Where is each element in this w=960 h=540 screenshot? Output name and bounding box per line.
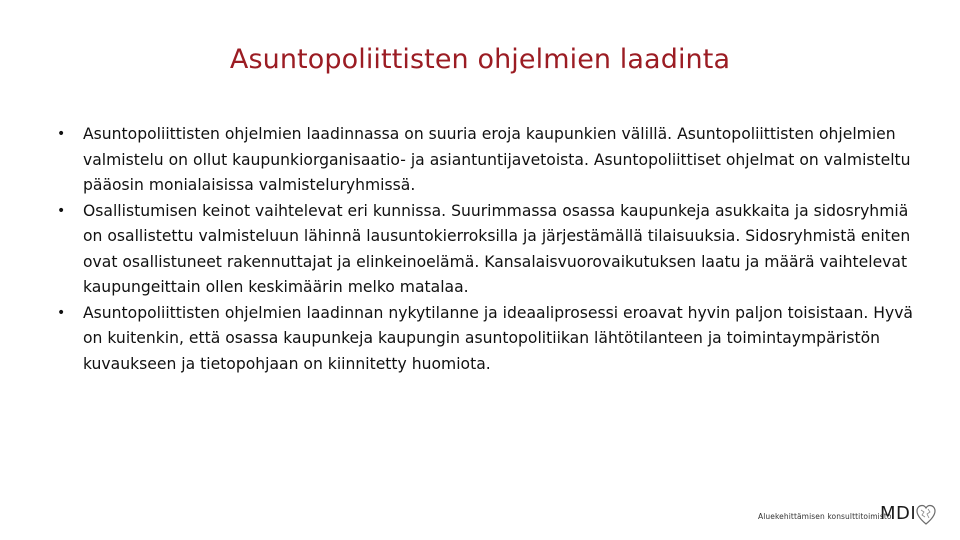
bullet-marker: • (57, 126, 66, 142)
bullet-item (57, 301, 917, 378)
bullet-text: Osallistumisen keinot vaihtelevat eri kunnissa. Suurimmassa osassa kaupunkeja asukkaita ja sidosryhmiä on osallistettu valmisteluun lähinnä lausuntokierroksilla ja järjestämällä tilaisuuksia. Sidosryhmistä eniten ovat osallistuneet rakennuttajat ja elinkeinoelämä. Kansalaisvuorovaikutuksen laatu ja määrä vaihtelevat kaupungeittain ollen keskimäärin melko matalaa. (83, 201, 911, 296)
bullet-marker: • (57, 202, 66, 219)
bullet-list (57, 122, 917, 377)
slide-title: Asuntopoliittisten ohjelmien laadinta (229, 44, 731, 75)
bullet-item (57, 199, 917, 301)
heart-map-icon (916, 504, 936, 526)
bullet-text: Asuntopoliittisten ohjelmien laadinnassa on suuria eroja kaupunkien välillä. Asuntopoliittisten ohjelmien valmistelu on ollut kaupunkiorganisaatio- ja asiantuntijavetoista. Asuntopoliittiset ohjelmat on valmisteltu pääosin monialaisissa valmisteluryhmissä. (83, 125, 911, 194)
mdi-logo: MDI (880, 503, 917, 524)
bullet-text: Asuntopoliittisten ohjelmien laadinnan nykytilanne ja ideaaliprosessi eroavat hyvin paljon toisistaan. Hyvä on kuitenkin, että osassa kaupunkeja kaupungin asuntopolitiikan lähtötilanteen ja toimintaympäristön kuvaukseen ja tietopohjaan on kiinnitetty huomiota. (83, 303, 913, 373)
bullet-marker: • (57, 304, 66, 321)
footer-tagline: Aluekehittämisen konsulttitoimisto (758, 512, 892, 521)
bullet-item (57, 122, 917, 199)
